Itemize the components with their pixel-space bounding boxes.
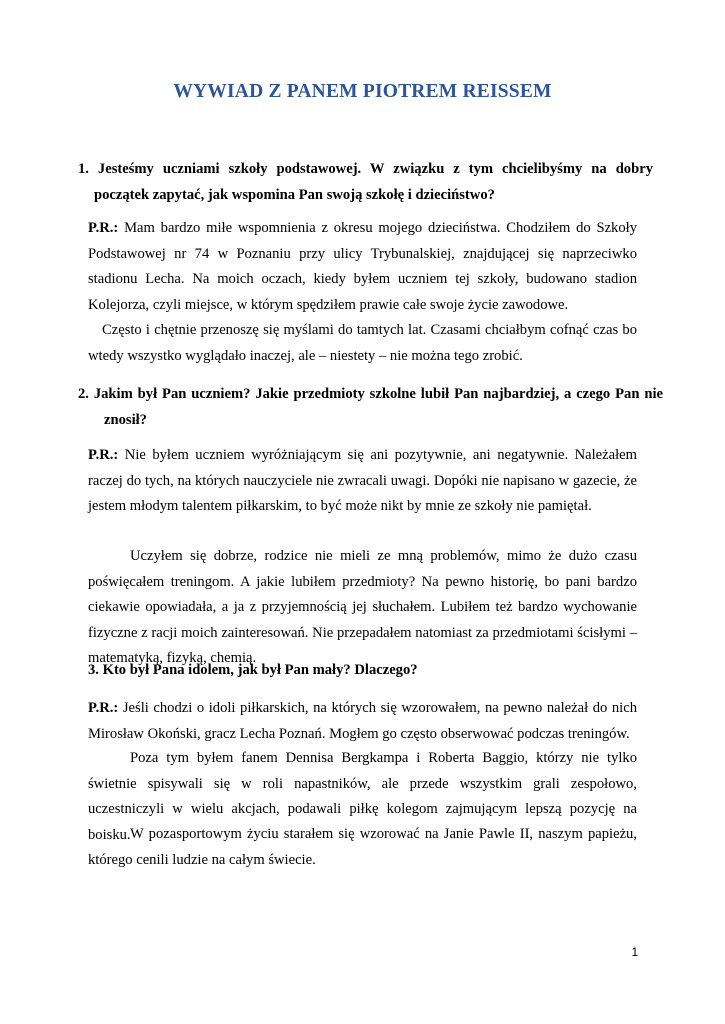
question-3: 3. Kto był Pana idolem, jak był Pan mały? Dlaczego? <box>88 662 418 678</box>
answer-3-paragraph-1 <box>88 696 637 747</box>
page-title: WYWIAD Z PANEM PIOTREM REISSEM <box>173 81 552 102</box>
answer-text: Nie byłem uczniem wyróżniającym się ani pozytywnie, ani negatywnie. Należałem raczej do tych, na których nauczyciele nie zwracali uwagi. Dopóki nie napisano w gazecie, że jestem młodym talentem piłkarskim, to być może nikt by mnie ze szkoły nie pamiętał. <box>88 447 638 515</box>
answer-2-paragraph-2: Uczyłem się dobrze, rodzice nie mieli ze mną problemów, mimo że dużo czasu poświęcałem treningom. A jakie lubiłem przedmioty? Na pewno historię, bo pani bardzo ciekawie opowiadała, a ja z przyjemnością jej słuchałem. Lubiłem też bardzo wychowanie fizyczne z racji moich zainteresowań. Nie przepadałem natomiast za przedmiotami ścisłymi – matematyką, fizyką, chemią. <box>88 548 637 667</box>
answer-1-paragraph-2: Często i chętnie przenoszę się myślami do tamtych lat. Czasami chciałbym cofnąć czas bo wtedy wszystko wyglądało inaczej, ale – niestety – nie można tego zrobić. <box>88 322 637 364</box>
speaker-label: P.R.: <box>88 447 119 463</box>
page-number: 1 <box>631 947 638 959</box>
answer-3-paragraph-3: W pozasportowym życiu starałem się wzorować na Janie Pawle II, naszym papieżu, którego cenili ludzie na całym świecie. <box>88 826 637 868</box>
answer-3-paragraph-2: Poza tym byłem fanem Dennisa Bergkampa i Roberta Baggio, którzy nie tylko świetnie spisywali się w roli napastników, ale przede wszystkim grali zespołowo, uczestniczyli w wielu akcjach, podawali piłkę kolegom zajmującym lepszą pozycję na boisku. <box>88 750 637 843</box>
answer-1-paragraph-1 <box>88 216 637 318</box>
speaker-label: P.R.: <box>88 700 119 716</box>
answer-text: Jeśli chodzi o idoli piłkarskich, na których się wzorowałem, na pewno należał do nich Mirosław Okoński, gracz Lecha Poznań. Mogłem go często obserwować podczas treningów. <box>88 700 637 742</box>
question-2: 2. Jakim był Pan uczniem? Jakie przedmioty szkolne lubił Pan najbardziej, a czego Pan nie znosił? <box>78 386 663 428</box>
speaker-label: P.R.: <box>88 220 119 236</box>
answer-text: Mam bardzo miłe wspomnienia z okresu mojego dzieciństwa. Chodziłem do Szkoły Podstawowej nr 74 w Poznaniu przy ulicy Trybunalskiej, znajdującej się naprzeciwko stadionu Lecha. Na moich oczach, kiedy byłem uczniem tej szkoły, budowano stadion Kolejorza, czyli miejsce, w którym spędziłem prawie całe swoje życie zawodowe. <box>88 220 637 313</box>
answer-2-paragraph-1 <box>88 443 637 520</box>
question-1: 1. Jesteśmy uczniami szkoły podstawowej. W związku z tym chcielibyśmy na dobry początek zapytać, jak wspomina Pan swoją szkołę i dzieciństwo? <box>78 161 653 203</box>
